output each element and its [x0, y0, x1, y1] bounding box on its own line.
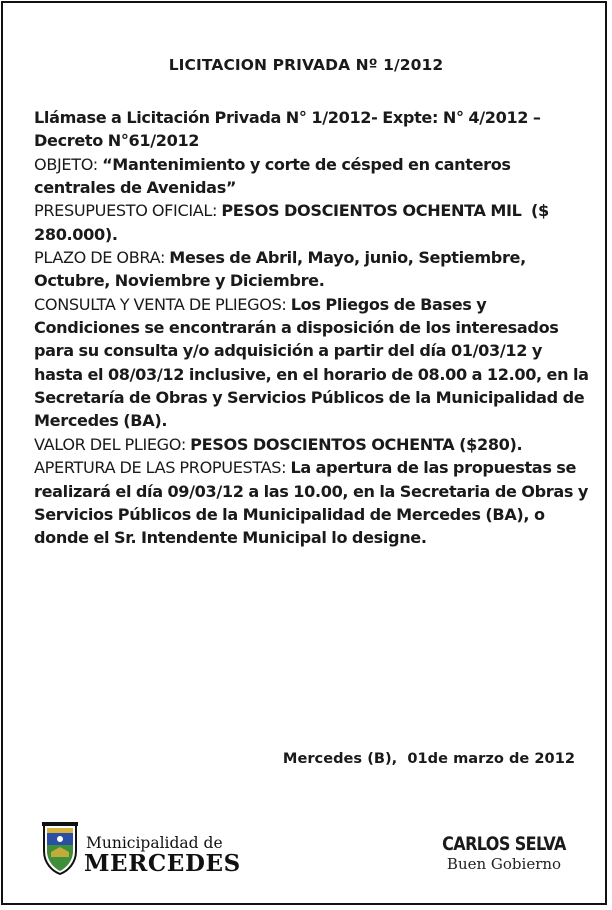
- consulta-value: Los Pliegos de Bases y Condiciones se encontrarán a disposición de los interesados para su consulta y/o adquisición a partir del día 01/03/12 y hasta el 08/03/12 inclusive, en el horario de 08.00 a 12.00, en la Secretaría de Obras y Servicios Públicos de la Municipalidad de Mercedes (BA).: [34, 294, 589, 431]
- plazo-label: PLAZO DE OBRA:: [34, 248, 170, 268]
- government-signature: [434, 834, 574, 873]
- apertura-label: APERTURA DE LAS PROPUESTAS:: [34, 458, 291, 478]
- apertura-value: La apertura de las propuestas se realizará el día 09/03/12 a las 10.00, en la Secretaria de Obras y Servicios Públicos de la Municipalidad de Mercedes (BA), o donde el Sr. Intendente Municipal lo designe.: [34, 458, 589, 548]
- objeto-paragraph: [34, 153, 594, 200]
- document-body: [34, 106, 594, 550]
- date-line: Mercedes (B), 01de marzo de 2012: [282, 750, 575, 767]
- consulta-paragraph: [34, 293, 594, 433]
- presupuesto-label: PRESUPUESTO OFICIAL:: [34, 201, 222, 221]
- municipality-prefix: Municipalidad de: [86, 834, 223, 852]
- valor-paragraph: [34, 433, 594, 456]
- municipality-logo: [40, 821, 280, 881]
- coat-of-arms-icon: [40, 821, 80, 875]
- official-name: CARLOS SELVA: [442, 832, 566, 855]
- objeto-value: “Mantenimiento y corte de césped en canteros centrales de Avenidas”: [34, 154, 511, 198]
- consulta-label: CONSULTA Y VENTA DE PLIEGOS:: [34, 294, 291, 314]
- document-title: LICITACION PRIVADA Nº 1/2012: [168, 56, 444, 74]
- objeto-label: OBJETO:: [34, 154, 103, 174]
- valor-label: VALOR DEL PLIEGO:: [34, 434, 191, 454]
- plazo-paragraph: [34, 246, 594, 293]
- official-slogan: Buen Gobierno: [446, 855, 562, 873]
- presupuesto-paragraph: [34, 199, 594, 246]
- plazo-value: Meses de Abril, Mayo, junio, Septiembre, Octubre, Noviembre y Diciembre.: [34, 248, 526, 291]
- apertura-paragraph: [34, 456, 594, 549]
- presupuesto-value: PESOS DOSCIENTOS OCHENTA MIL ($ 280.000).: [34, 201, 554, 244]
- municipality-name: MERCEDES: [84, 850, 241, 877]
- valor-value: PESOS DOSCIENTOS OCHENTA ($280).: [190, 434, 523, 454]
- intro-paragraph: Llámase a Licitación Privada N° 1/2012- Expte: N° 4/2012 – Decreto N°61/2012: [34, 108, 541, 151]
